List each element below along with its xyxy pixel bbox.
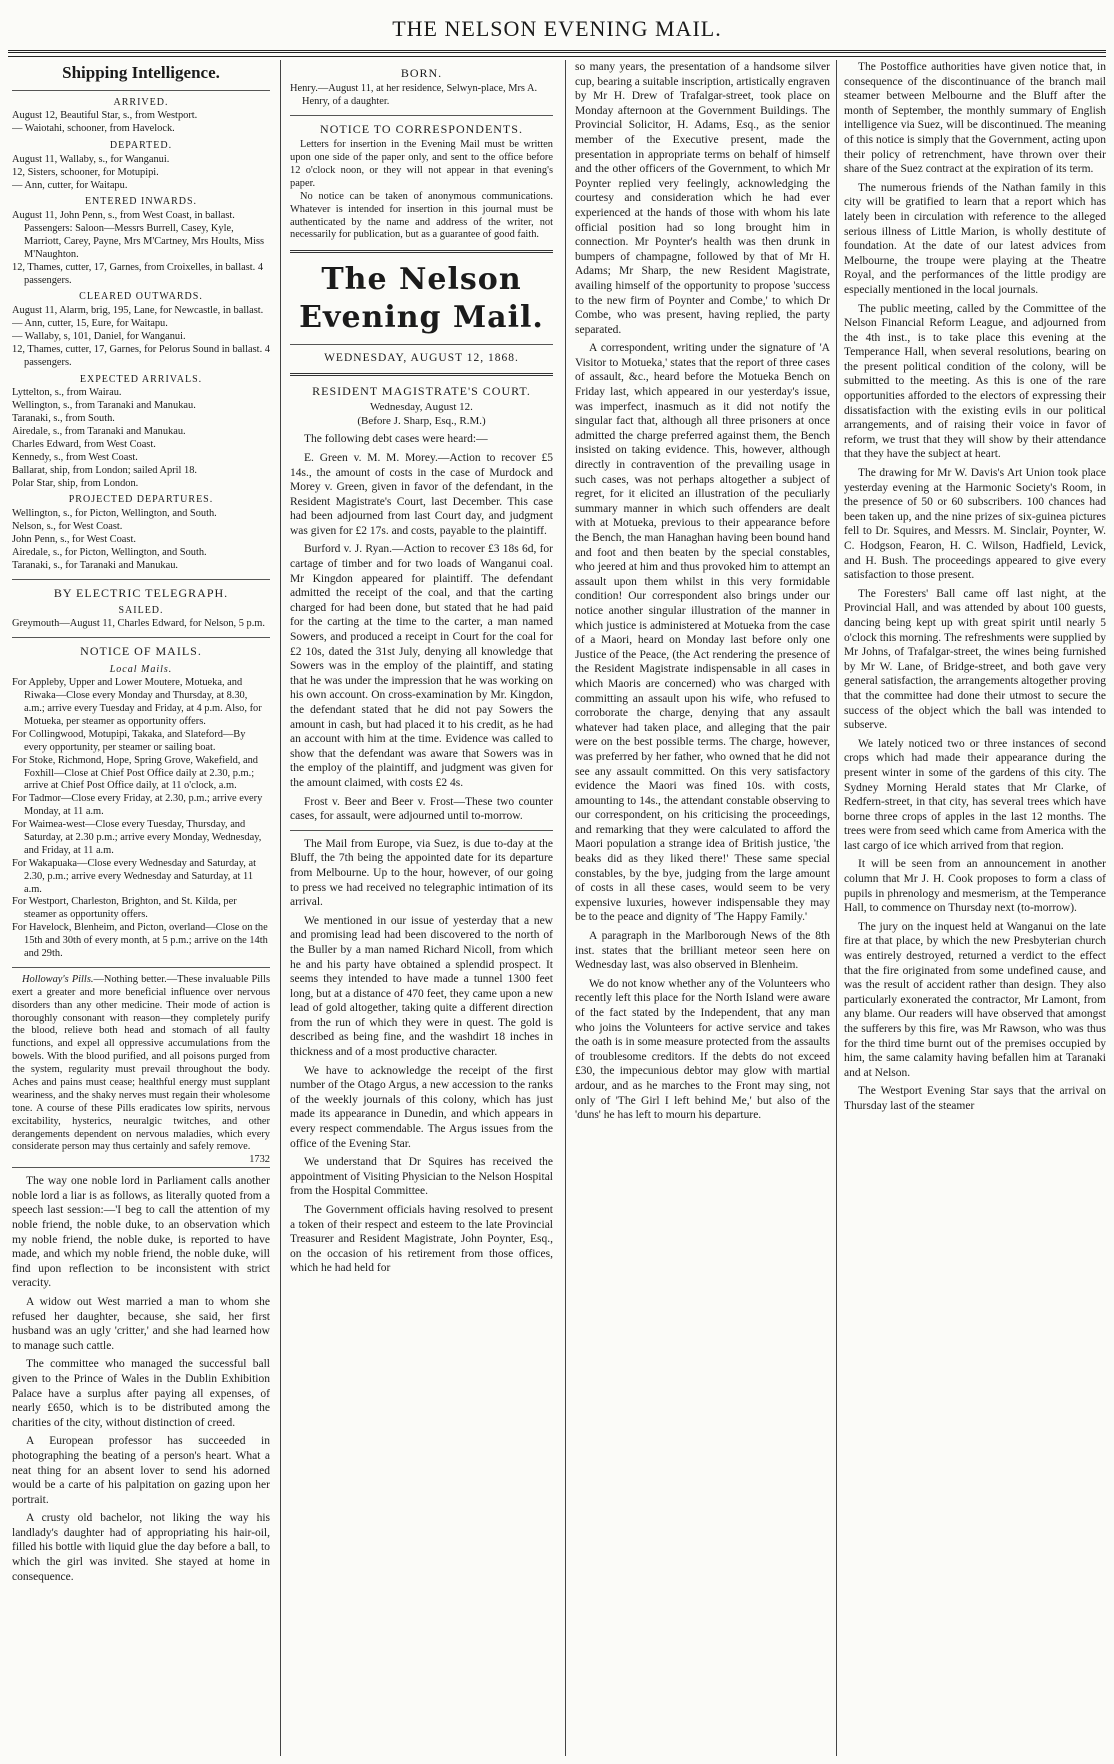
divider xyxy=(290,830,553,831)
telegraph-head: BY ELECTRIC TELEGRAPH. xyxy=(53,585,229,600)
correspondents-head: NOTICE TO CORRESPONDENTS. xyxy=(320,122,523,137)
list-item: For Appleby, Upper and Lower Moutere, Motueka, and Riwaka—Close every Monday and Thursday, at 8.30, a.m.; arrive every Tuesday and Friday, at 4 p.m. Also, for Motueka, per steamer as opportunity offers. xyxy=(12,677,262,727)
divider xyxy=(290,373,553,376)
article-paragraph: The Westport Evening Star says that the arrival on Thursday last of the steamer xyxy=(844,1085,1106,1112)
list-item: Polar Star, ship, from London. xyxy=(12,477,139,489)
article-paragraph: The way one noble lord in Parliament calls another noble lord a liar is as follows, as literally quoted from a speech last session:—'I beg to call the attention of my noble friend, the noble duke, to an observation which my noble friend, the noble duke, is reported to have made, and which my noble friend, the noble duke, will find upon reflection to be inconsistent with strict veracity. xyxy=(12,1175,270,1290)
column-1 xyxy=(12,60,270,1758)
column-divider xyxy=(836,60,837,1756)
born-notice: Henry.—August 11, at her residence, Selwyn-place, Mrs A. Henry, of a daughter. xyxy=(290,83,538,108)
article-paragraph: The committee who managed the successful ball given to the Prince of Wales in the Dublin Exhibition Palace have a surplus after paying all expenses, of nearly £650, which is to be distributed among the charities of the city, without distinction of creed. xyxy=(12,1358,270,1429)
projected-head: PROJECTED DEPARTURES. xyxy=(68,494,214,506)
born-head: BORN. xyxy=(400,66,443,80)
holloway-lead: Holloway's Pills. xyxy=(22,973,94,985)
article-paragraph: A European professor has succeeded in photographing the beating of a person's heart. What a neat thing for an absent lover to send his adorned would be a carte of his palpitation on gazing upon her portrait. xyxy=(12,1435,270,1506)
court-head: RESIDENT MAGISTRATE'S COURT. xyxy=(312,384,531,399)
column-divider xyxy=(565,60,566,1756)
mails-head: NOTICE OF MAILS. xyxy=(80,644,202,659)
arrived-head: ARRIVED. xyxy=(113,96,169,108)
list-item: Kennedy, s., from West Coast. xyxy=(12,451,138,463)
list-item: For Westport, Charleston, Brighton, and St. Kilda, per steamer as opportunity offers. xyxy=(12,896,237,921)
article-paragraph: The Postoffice authorities have given notice that, in consequence of the discontinuance of the branch mail steamer between Melbourne and the Bluff after the month of September, the monthly summary of English intelligence via Suez, will be discontinued. The meaning of this notice is simply that the Government, acting upon their policy of retrenchment, have thrown over their share of the Suez contract at the expiration of its term. xyxy=(844,61,1106,176)
divider xyxy=(12,579,270,580)
list-item: August 11, John Penn, s., from West Coast, in ballast. Passengers: Saloon—Messrs Burrell, Casey, Kyle, Marriott, Carey, Payne, Mrs M'Cartney, Mrs Hoults, Miss M'Naughton. xyxy=(12,210,265,260)
list-item: Wellington, s., for Picton, Wellington, and South. xyxy=(12,508,217,520)
article-paragraph: The public meeting, called by the Committee of the Nelson Financial Reform League, and adjourned from the 4th inst., is to take place this evening at the Temperance Hall, when several resolutions, bearing on the present political condition of the colony, will be submitted to the meeting. As this is one of the rare opportunities afforded to the electors of expressing their dissatisfaction with the existing evils in our political arrangements, and of raising their voice in favor of reform, we trust that they will show by their attendance that they have the subject at heart. xyxy=(844,302,1106,461)
divider xyxy=(290,115,553,116)
notice-paragraph: Letters for insertion in the Evening Mail must be written upon one side of the paper only, and sent to the office before 12 o'clock noon, or they will not appear in that evening's paper. xyxy=(290,139,553,189)
list-item: 12, Thames, cutter, 17, Garnes, for Pelorus Sound in ballast. 4 passengers. xyxy=(12,343,270,368)
list-item: 12, Thames, cutter, 17, Garnes, from Croixelles, in ballast. 4 passengers. xyxy=(12,261,264,286)
divider xyxy=(12,1167,270,1168)
holloway-text: —Nothing better.—These invaluable Pills exert a greater and more beneficial influence over nervous disorders than any other medicine. Their mode of action is thoroughly consonant with reason—they completely purify the blood, relieve both head and stomach of all faulty functions, and expel all oppressive accumulations from the bowels. With the blood purified, and all poisons purged from the system, regularity must prevail throughout the body. Aches and pains must cease; healthful energy must supplant weariness, and the shaky nerves must regain their wholesome tone. A course of these Pills eradicates low spirits, nervous excitability, hysterics, neuralgic twitches, and other derangements dependent on nervous maladies, which every considerate person may thus certainly and safely remove. xyxy=(12,973,270,1153)
masthead-rule-thin xyxy=(8,56,1106,57)
list-item: 12, Sisters, schooner, for Motupipi. xyxy=(12,166,159,178)
article-paragraph: We understand that Dr Squires has received the appointment of Visiting Physician to the Nelson Hospital from the Hospital Committee. xyxy=(290,1156,553,1198)
article-paragraph: Frost v. Beer and Beer v. Frost—These two counter cases, for assault, were adjourned until to-morrow. xyxy=(290,795,553,823)
article-paragraph: so many years, the presentation of a handsome silver cup, bearing a suitable inscription, artistically engraven by Mr H. Drew of Trafalgar-street, took place on Monday afternoon at the Government Buildings. The Provincial Solicitor, H. Adams, Esq., as the senior member of the Executive present, made the presentation in appropriate terms on behalf of himself and the other officers of the Government, to which Mr Poynter replied very feelingly, acknowledging the courtesy and consideration which he had ever experienced at the hands of those with whom his late official position had so long brought him in connection. Mr Poynter's health was then drunk in bumpers of champagne, followed by that of Mr H. Adams; Mr Sharp, the new Resident Magistrate, availing himself of the opportunity to propose 'success to the new firm of Poynter and Combe,' to which Dr Combe, who was present, having replied, the party separated. xyxy=(575,61,830,336)
column-4 xyxy=(844,60,1106,1758)
divider xyxy=(290,250,553,253)
article-paragraph: A correspondent, writing under the signature of 'A Visitor to Motueka,' states that the report of three cases of assault, &c., heard before the Motueka Bench on Friday last, which appeared in our yesterday's issue, was imperfect, inasmuch as it did not notify the singular fact that, although all three prisoners at once admitted the charge preferred against them, the Bench insisted on taking evidence. This, however, although directly in contravention of the prevailing usage in such cases, was not perhaps altogether a subject of regret, for it elicited an illustration of the peculiarly summary manner in which such offenders are dealt with at Motueka, previous to their appearance before the Bench, the man Hanaghan having been bound hand and foot and then beaten by the special constables, who jeered at him and thus provoked him to attempt an assault upon them whilst in this very formidable condition! Our correspondent also brings under our notice another singular illustration of the manner in which justice is administered at Motueka from the case of a Maori, heard on Monday last before only one Justice of the Peace, (the Act rendering the presence of the Resident Magistrate indispensable in all cases in which Maoris are concerned) who was charged with committing an assault upon his wife, who refused to corroborate the charge, denying that any assault whatever had taken place, and alleging that the pair were on the best possible terms. The charge, however, was preferred by her father, who owned that he did not see any assault committed. On this very satisfactory evidence the Maori was fined 10s. with costs, amounting to 14s., the attendant constable observing to our correspondent, on his criticising the proceedings, and remarking that they were calculated to afford the Maori population a strange idea of British justice, 'the beaks did as they liked there!' These same special constables, by the bye, judging from the large amount of costs in all these cases, would seem to be very expensive luxuries, however indispensable they may be to the peace and dignity of 'The Happy Family.' xyxy=(575,342,830,924)
list-item: — Ann, cutter, 15, Eure, for Waitapu. xyxy=(12,318,168,330)
list-item: For Waimea-west—Close every Tuesday, Thursday, and Saturday, at 2.30 p.m.; arrive every Monday, Wednesday, and Friday, at 11 a.m. xyxy=(12,819,262,856)
article-paragraph: It will be seen from an announcement in another column that Mr J. H. Cook proposes to form a class of pupils in phrenology and mesmerism, at the Temperance Hall, to commence on Thursday next (to-morrow). xyxy=(844,858,1106,915)
divider xyxy=(12,637,270,638)
article-paragraph: A widow out West married a man to whom she refused her daughter, because, she said, her first husband was an ugly 'critter,' and she had learned how to manage such cattle. xyxy=(12,1295,270,1352)
list-item: For Tadmor—Close every Friday, at 2.30, p.m.; arrive every Monday, at 11 a.m. xyxy=(12,793,263,818)
article-paragraph: The numerous friends of the Nathan family in this city will be gratified to learn that a report which has lately been in circulation with reference to the alleged serious illness of Little Marion, is wholly destitute of foundation. At the date of our latest advices from Melbourne, the troupe were playing at the Theatre Royal, and the performances of the little prodigy are especially mentioned in the local journals. xyxy=(844,181,1106,296)
court-before: (Before J. Sharp, Esq., R.M.) xyxy=(357,415,486,428)
list-item: For Collingwood, Motupipi, Takaka, and Slateford—By every opportunity, per steamer or sailing boat. xyxy=(12,728,246,753)
departed-head: DEPARTED. xyxy=(109,140,173,152)
article-paragraph: The Mail from Europe, via Suez, is due to-day at the Bluff, the 7th being the appointed date for its departure from Melbourne. Up to the hour, however, of our going to press we had received no telegraphic intimation of its arrival. xyxy=(290,837,553,909)
entered-head: ENTERED INWARDS. xyxy=(84,196,198,208)
article-paragraph: We mentioned in our issue of yesterday that a new and promising lead had been discovered to the north of the Buller by a man named Richard Nicoll, from which he and his party have obtained a splendid prospect. It seems they intended to have made a tunnel 1300 feet long, but at a distance of 470 feet, they came upon a new lead of gold altogether, taking quite a different direction from the run of which they were in quest. The gold is described as being fine, and the washdirt 18 inches in thickness and of a most productive character. xyxy=(290,914,553,1059)
nameplate-logo: The Nelson Evening Mail. xyxy=(299,262,544,336)
list-item: Taranaki, s., for Taranaki and Manukau. xyxy=(12,559,178,571)
article-paragraph: A crusty old bachelor, not liking the way his landlady's daughter had of appropriating his hair-oil, filled his bottle with liquid glue the day before a ball, to which the girl was invited. She stayed at home in consequence. xyxy=(12,1512,270,1583)
divider xyxy=(12,90,270,91)
list-item: Airedale, s., for Picton, Wellington, and South. xyxy=(12,546,207,558)
list-item: Greymouth—August 11, Charles Edward, for Nelson, 5 p.m. xyxy=(12,618,265,630)
article-paragraph: The Government officials having resolved to present a token of their respect and esteem to the late Provincial Treasurer and Resident Magistrate, John Poynter, Esq., on the occasion of his retirement from those offices, which he had held for xyxy=(290,1204,553,1275)
list-item: Wellington, s., from Taranaki and Manukau. xyxy=(12,400,196,412)
list-item: For Stoke, Richmond, Hope, Spring Grove, Wakefield, and Foxhill—Close at Chief Post Office daily at 2.30, p.m.; arrive at Chief Post Office daily, at 11 o'clock, a.m. xyxy=(12,754,259,792)
article-paragraph: We lately noticed two or three instances of second crops which had made their appearance during the present winter in some of the gardens of this city. The Sydney Morning Herald states that Mr Clarke, of Redfern-street, in that city, has several trees which have borne three crops of apples in the last 12 months. The trees were from seed which came from America with the last cargo of ice which arrived from that region. xyxy=(844,737,1106,852)
list-item: August 11, Alarm, brig, 195, Lane, for Newcastle, in ballast. xyxy=(12,305,264,317)
holloway-advert xyxy=(12,973,270,1166)
column-2 xyxy=(290,60,553,1758)
list-item: Lyttelton, s., from Wairau. xyxy=(12,387,122,399)
column-3 xyxy=(575,60,830,1758)
dateline: WEDNESDAY, AUGUST 12, 1868. xyxy=(324,351,519,364)
masthead-rule xyxy=(8,50,1106,53)
list-item: For Wakapuaka—Close every Wednesday and Saturday, at 2.30, p.m.; arrive every Wednesday and Saturday, at 11 a.m. xyxy=(12,857,256,895)
divider xyxy=(12,967,270,968)
article-paragraph: We have to acknowledge the receipt of the first number of the Otago Argus, a new accession to the ranks of the weekly journals of this colony, which has just made its appearance in Dunedin, and which appears in every respect commendable. The Argus issues from the office of the Evening Star. xyxy=(290,1064,553,1150)
article-paragraph: E. Green v. M. M. Morey.—Action to recover £5 14s., the amount of costs in the case of Murdock and Morey v. Green, given in favor of the defendant, in the Resident Magistrate's Court, last December. This case had been adjourned from last Court day, and judgment was given for £2 17s. and costs, payable to the plaintiff. xyxy=(290,451,553,537)
sailed-head: SAILED. xyxy=(118,604,164,616)
court-date: Wednesday, August 12. xyxy=(370,401,473,414)
column-divider xyxy=(280,60,281,1756)
list-item: Ballarat, ship, from London; sailed April 18. xyxy=(12,464,197,476)
article-paragraph: A paragraph in the Marlborough News of the 8th inst. states that the brilliant meteor seen here on Wednesday last, was also observed in Blenheim. xyxy=(575,930,830,972)
article-paragraph: We do not know whether any of the Volunteers who recently left this place for the North Island were aware of the fact stated by the Independent, that any man who joins the Volunteers for active service and takes the oath is in some measure protected from the assaults of troublesome creditors. If the debts do not exceed £30, the impecunious debtor may glow with martial ardour, and as he marches to the Front may sing, not only of 'The Girl I left behind Me,' but also of the 'duns' he has left to mourn his departure. xyxy=(575,977,830,1122)
list-item: Charles Edward, from West Coast. xyxy=(12,438,156,450)
list-item: — Waiotahi, schooner, from Havelock. xyxy=(12,123,175,135)
article-paragraph: The drawing for Mr W. Davis's Art Union took place yesterday evening at the Harmonic Society's Room, in the presence of 50 or 60 subscribers. 100 chances had been taken up, and the nine prizes of six-guinea pictures fell to Dr. Squires, and Messrs. M. Sinclair, Poynter, W. C. Hodgson, Fearon, H. C. Wilson, Hadfield, Levick, and H. Bush. The proceedings appeared to give every satisfaction to those present. xyxy=(844,467,1106,582)
cleared-head: CLEARED OUTWARDS. xyxy=(79,291,203,303)
article-paragraph: Burford v. J. Ryan.—Action to recover £3 18s 6d, for cartage of timber and for two loads of Wanganui coal. Mr Kingdon appeared for plaintiff. The defendant admitted the receipt of the coal, and that the carting charged for had been done, but stated that he had paid for the carting at the time to the carter, a man named Sowers, and produced a receipt in Court for the coal for £2 10s, dated the 31st July, denying all knowledge that Sowers was in the employ of the plaintiff, and stating that he was under the impression that he was working on his own account. On cross-examination by Mr. Kingdon, the defendant stated that he did not pay Sowers the amount in cash, but had placed it to his credit, as he had an account with him at the time. Evidence was called to show that the defendant was aware that Sowers was in the employ of the plaintiff, and judgment was given for the amount claimed, with costs £2 4s. xyxy=(290,543,553,789)
article-paragraph: The Foresters' Ball came off last night, at the Provincial Hall, and was attended by about 100 guests, dancing being kept up with great spirit until nearly 5 o'clock this morning. The refreshments were supplied by Mr Johns, of Trafalgar-street, the wines being furnished by Mr W. Lane, of Bridge-street, and both gave very general satisfaction, the arrangements altogether proving that the committee had done their utmost to secure the success of the object which the ball was intended to subserve. xyxy=(844,587,1106,732)
list-item: August 12, Beautiful Star, s., from Westport. xyxy=(12,110,198,122)
article-paragraph: The following debt cases were heard:— xyxy=(304,433,488,446)
list-item: John Penn, s., for West Coast. xyxy=(12,533,136,545)
list-item: — Ann, cutter, for Waitapu. xyxy=(12,179,128,191)
list-item: Nelson, s., for West Coast. xyxy=(12,520,123,532)
list-item: Taranaki, s., from South. xyxy=(12,413,115,425)
article-paragraph: The jury on the inquest held at Wanganui on the late fire at that place, by which the new Presbyterian church was entirely destroyed, returned a verdict to the effect that the fire originated from some undefined cause, and was the result of accident rather than design. They also particularly exonerated the contractor, Mr Lamont, from any blame. Our readers will have observed that amongst the sufferers by this fire, was Mr Rawson, who was thus for the third time burnt out of the premises occupied by him, the same calamity having befallen him at Taranaki and at Nelson. xyxy=(844,920,1106,1079)
list-item: For Havelock, Blenheim, and Picton, overland—Close on the 15th and 30th of every month, at 5 p.m.; arrive on the 14th and 29th. xyxy=(12,922,268,959)
expected-head: EXPECTED ARRIVALS. xyxy=(79,373,203,385)
local-mails-head: Local Mails. xyxy=(109,663,173,675)
list-item: — Wallaby, s, 101, Daniel, for Wanganui. xyxy=(12,330,186,342)
notice-paragraph: No notice can be taken of anonymous communications. Whatever is intended for insertion in this journal must be authenticated by the name and address of the writer, not necessarily for publication, but as a guarantee of good faith. xyxy=(290,190,553,241)
masthead: THE NELSON EVENING MAIL. xyxy=(392,16,722,41)
list-item: August 11, Wallaby, s., for Wanganui. xyxy=(12,153,170,165)
holloway-num: 1732 xyxy=(249,1154,270,1166)
list-item: Airedale, s., from Taranaki and Manukau. xyxy=(12,425,186,437)
divider xyxy=(290,344,553,345)
shipping-title: Shipping Intelligence. xyxy=(62,63,220,82)
